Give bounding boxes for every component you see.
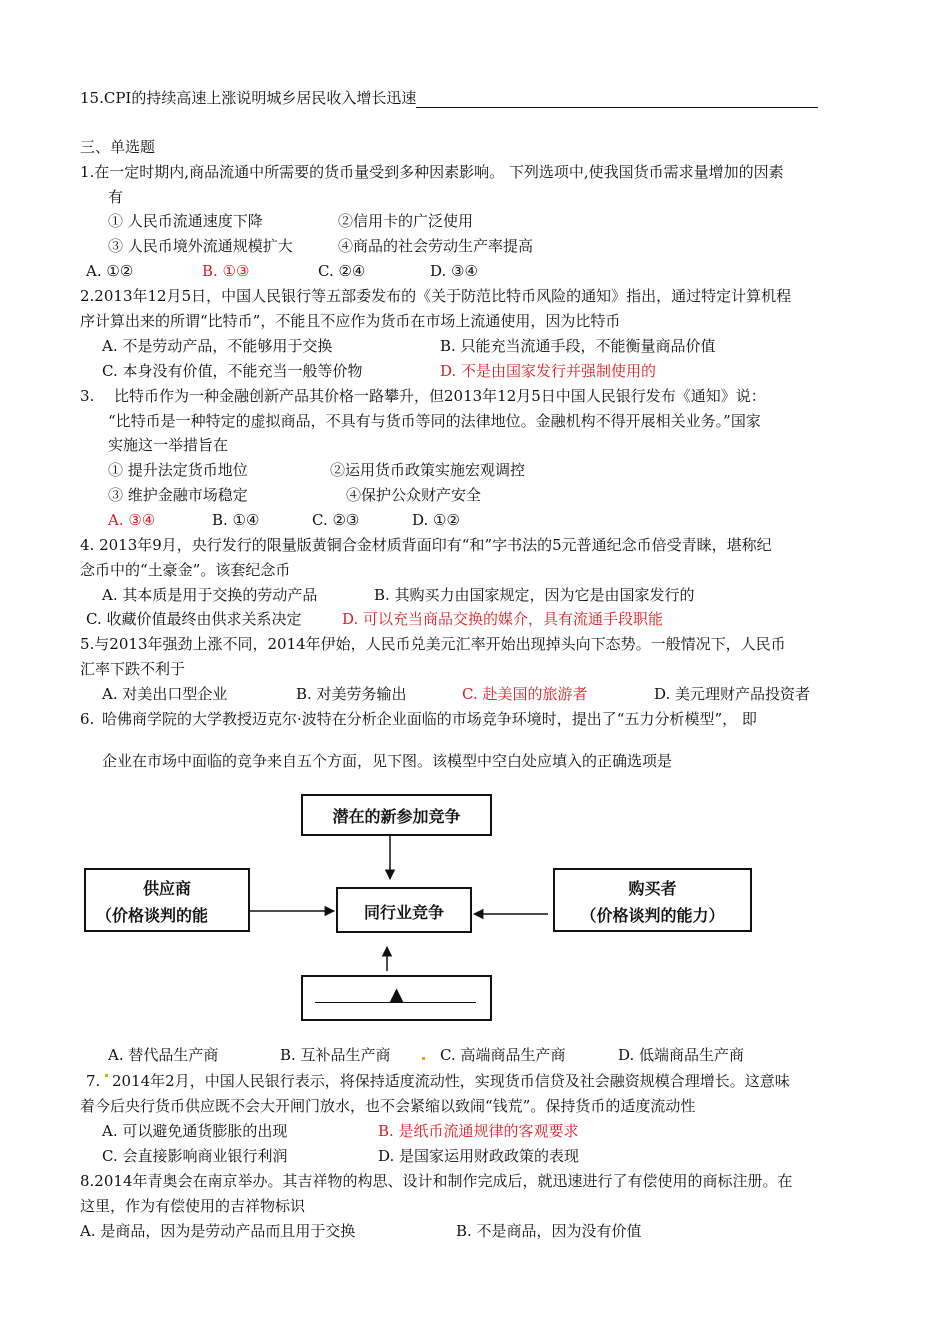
blank-triangle-icon: ▲ — [389, 984, 404, 1005]
yellow-mark-dot-2 — [105, 1074, 108, 1077]
q1-option-a: A. ①② — [86, 262, 134, 280]
yellow-mark-dot — [422, 1057, 425, 1060]
section-title: 三、单选题 — [80, 138, 156, 156]
q7-stem-line1: 2014年2月，中国人民银行表示，将保持适度流动性，实现货币信贷及社会融资规模合理增长。这意味 — [112, 1072, 790, 1090]
q4-option-b: B. 其购买力由国家规定，因为它是由国家发行的 — [374, 586, 695, 604]
q1-option-d: D. ③④ — [430, 262, 478, 280]
q4-stem-line1: 4. 2013年9月，央行发行的限量版黄铜合金材质背面印有“和”字书法的5元普通纪念币倍受青睐，堪称纪 — [80, 536, 772, 554]
q6-option-c: C. 高端商品生产商 — [440, 1046, 566, 1064]
q7-option-b-answer: B. 是纸币流通规律的客观要求 — [378, 1122, 579, 1140]
q7-option-c: C. 会直接影响商业银行利润 — [102, 1147, 288, 1165]
q1-item-2: ②信用卡的广泛使用 — [338, 212, 474, 230]
q2-option-b: B. 只能充当流通手段，不能衡量商品价值 — [440, 337, 716, 355]
q7-number: 7. — [86, 1072, 101, 1090]
q1-option-b-answer: B. ①③ — [202, 262, 250, 280]
q8-option-a: A. 是商品，因为是劳动产品而且用于交换 — [80, 1222, 356, 1240]
q6-number: 6. — [80, 710, 95, 728]
q6-stem-line1: 哈佛商学院的大学教授迈克尔·波特在分析企业面临的市场竞争环境时，提出了“五力分析模型”， 即 — [102, 710, 757, 728]
box-industry-rivalry-label: 同行业竞争 — [363, 903, 444, 922]
box-buyers-line1: 购买者 — [628, 879, 677, 898]
q5-stem-line2: 汇率下跌不利于 — [80, 660, 186, 678]
box-blank-substitutes — [301, 975, 492, 1021]
q8-stem-line2: 这里，作为有偿使用的吉祥物标识 — [80, 1197, 306, 1215]
q3-item-3: ③ 维护金融市场稳定 — [108, 486, 248, 504]
q5-option-a: A. 对美出口型企业 — [102, 685, 228, 703]
q1-option-c: C. ②④ — [318, 262, 366, 280]
box-suppliers-line2: （价格谈判的能 — [96, 906, 209, 925]
q7-option-d: D. 是国家运用财政政策的表现 — [378, 1147, 580, 1165]
box-suppliers-line1: 供应商 — [142, 879, 191, 898]
q5-stem-line1: 5.与2013年强劲上涨不同，2014年伊始，人民币兑美元汇率开始出现掉头向下态势。一般情况下，人民币 — [80, 635, 786, 653]
q7-stem-line2: 着今后央行货币供应既不会大开闸门放水，也不会紧缩以致闹“钱荒”。保持货币的适度流动性 — [80, 1097, 696, 1115]
q6-option-a: A. 替代品生产商 — [108, 1046, 219, 1064]
q5-option-d: D. 美元理财产品投资者 — [654, 685, 811, 703]
q5-option-b: B. 对美劳务输出 — [296, 685, 407, 703]
q2-option-c: C. 本身没有价值，不能充当一般等价物 — [102, 362, 363, 380]
box-potential-entrants — [301, 794, 492, 836]
q2-option-a: A. 不是劳动产品，不能够用于交换 — [102, 337, 333, 355]
q3-option-c: C. ②③ — [312, 511, 360, 529]
q4-stem-line2: 念币中的“土豪金”。该套纪念币 — [80, 561, 291, 579]
q4-option-c: C. 收藏价值最终由供求关系决定 — [86, 610, 302, 628]
q15-text: 15.CPI的持续高速上涨说明城乡居民收入增长迅速 — [80, 89, 417, 107]
q6-option-d: D. 低端商品生产商 — [618, 1046, 745, 1064]
q3-option-a-answer: A. ③④ — [108, 511, 156, 529]
q3-option-d: D. ①② — [412, 511, 460, 529]
box-industry-rivalry — [336, 887, 472, 933]
q3-number: 3. — [80, 387, 95, 405]
q4-option-d-answer: D. 可以充当商品交换的媒介，具有流通手段职能 — [342, 610, 664, 628]
box-buyers-line2: （价格谈判的能力） — [580, 906, 725, 925]
q3-item-1: ① 提升法定货币地位 — [108, 461, 248, 479]
q1-item-1: ① 人民币流通速度下降 — [108, 212, 263, 230]
q6-option-b: B. 互补品生产商 — [280, 1046, 391, 1064]
q2-stem-line1: 2.2013年12月5日，中国人民银行等五部委发布的《关于防范比特币风险的通知》指出，通过特定计算机程 — [80, 287, 792, 305]
q3-stem-line3: 实施这一举措旨在 — [108, 436, 229, 454]
q5-option-c-answer: C. 赴美国的旅游者 — [462, 685, 588, 703]
q3-stem-line2: “比特币是一种特定的虚拟商品，不具有与货币等同的法律地位。金融机构不得开展相关业务。”国家 — [108, 412, 761, 430]
q1-item-4: ④商品的社会劳动生产率提高 — [338, 237, 534, 255]
q2-stem-line2: 序计算出来的所谓“比特币”，不能且不应作为货币在市场上流通使用，因为比特币 — [80, 312, 621, 330]
q1-stem-line1: 1.在一定时期内,商品流通中所需要的货币量受到多种因素影响。 下列选项中,使我国货币需求量增加的因素 — [80, 163, 784, 181]
q8-option-b: B. 不是商品，因为没有价值 — [456, 1222, 642, 1240]
q3-item-2: ②运用货币政策实施宏观调控 — [330, 461, 526, 479]
box-potential-entrants-label: 潜在的新参加竞争 — [332, 807, 461, 826]
box-buyers — [553, 868, 752, 932]
box-suppliers — [84, 868, 250, 932]
q6-stem-line2: 企业在市场中面临的竞争来自五个方面，见下图。该模型中空白处应填入的正确选项是 — [102, 752, 673, 770]
q1-item-3: ③ 人民币境外流通规模扩大 — [108, 237, 293, 255]
q7-option-a: A. 可以避免通货膨胀的出现 — [102, 1122, 288, 1140]
q4-option-a: A. 其本质是用于交换的劳动产品 — [102, 586, 318, 604]
q1-stem-line2: 有 — [108, 188, 124, 206]
q8-stem-line1: 8.2014年青奥会在南京举办。其吉祥物的构思、设计和制作完成后，就迅速进行了有偿使用的商标注册。在 — [80, 1172, 793, 1190]
q2-option-d-answer: D. 不是由国家发行并强制使用的 — [440, 362, 657, 380]
q3-option-b: B. ①④ — [212, 511, 260, 529]
q3-item-4: ④保护公众财产安全 — [346, 486, 482, 504]
q3-stem-line1: 比特币作为一种金融创新产品其价格一路攀升，但2013年12月5日中国人民银行发布《通知》说： — [114, 387, 766, 405]
